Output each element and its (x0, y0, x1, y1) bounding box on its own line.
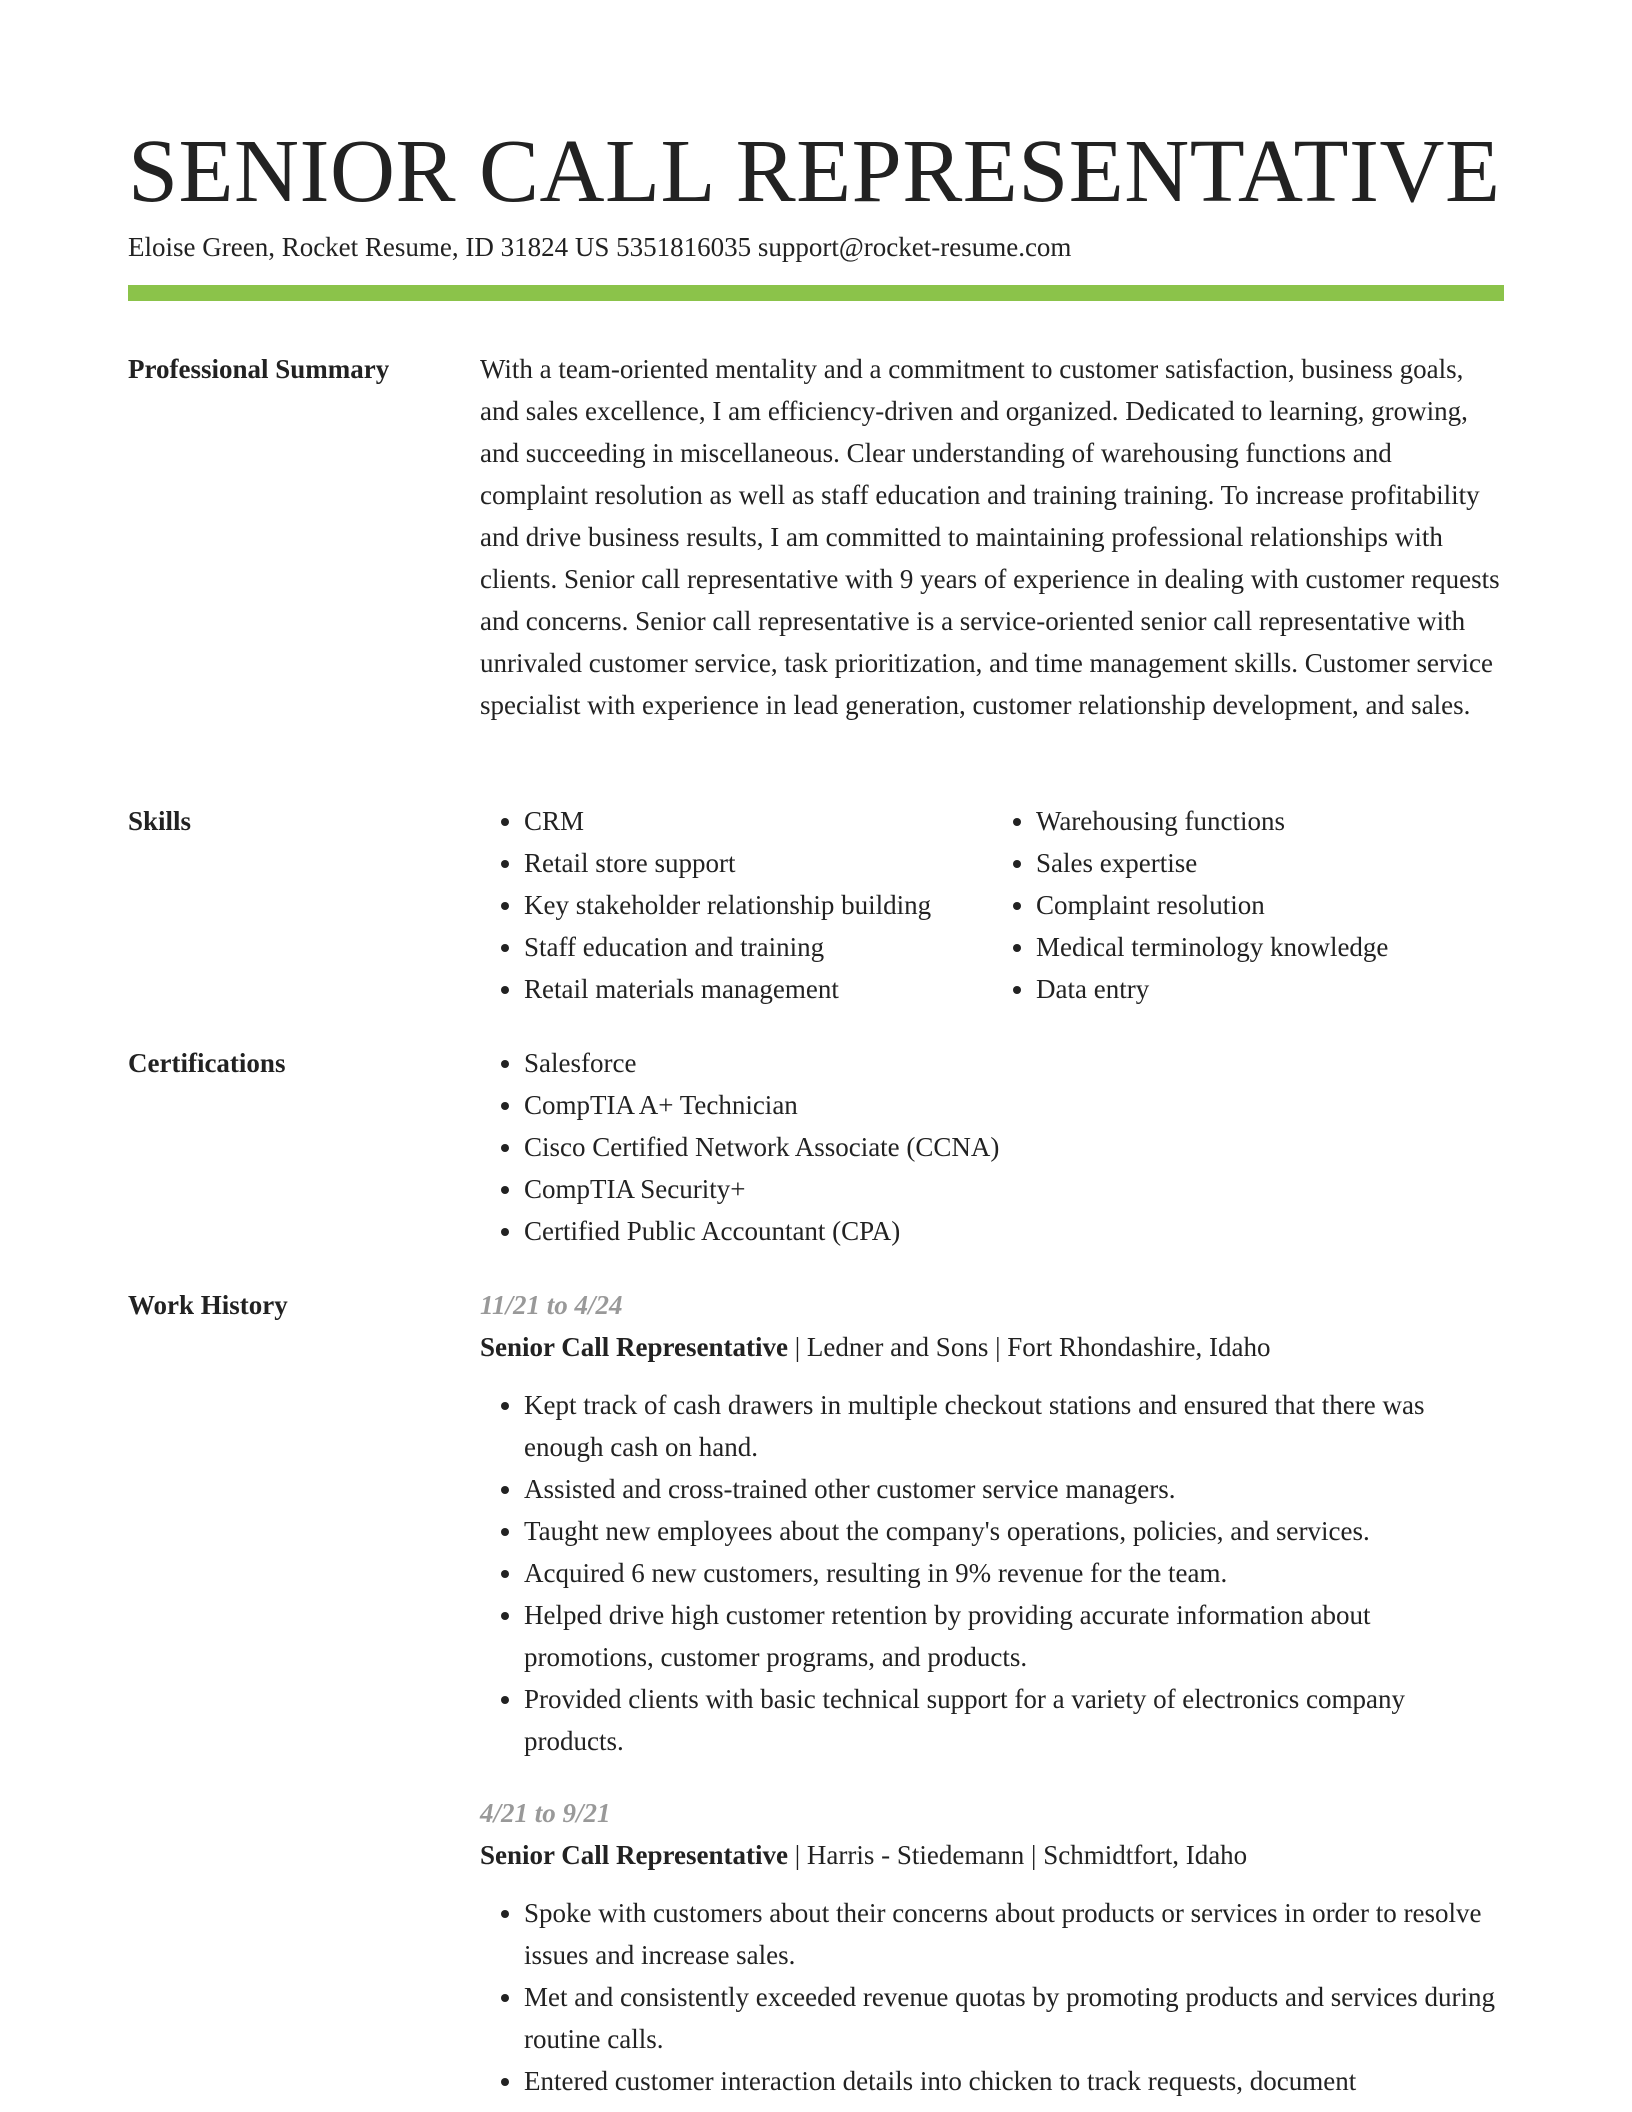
skill-item: • Data entry (1036, 968, 1504, 1010)
job-bullet: • Taught new employees about the company's operations, policies, and services. (524, 1510, 1504, 1552)
certifications-body (480, 1042, 1504, 1252)
skills-list-left (480, 800, 992, 1010)
job-bullet-list (480, 1892, 1504, 2102)
job-details: | Ledner and Sons | Fort Rhondashire, Idaho (787, 1332, 1271, 1362)
skill-item: • Complaint resolution (1036, 884, 1504, 926)
job-title: Senior Call Representative (480, 1840, 788, 1870)
skill-item: • Staff education and training (524, 926, 992, 968)
work-history-heading: Work History (128, 1290, 288, 1320)
contact-line: Eloise Green, Rocket Resume, ID 31824 US 5351816035 support@rocket-resume.com (128, 232, 1072, 262)
skill-item: • Warehousing functions (1036, 800, 1504, 842)
resume-title: SENIOR CALL REPRESENTATIVE (128, 122, 1501, 221)
job-bullet: • Kept track of cash drawers in multiple checkout stations and ensured that there was enough cash on hand. (524, 1384, 1504, 1468)
skills-body (480, 800, 1504, 1010)
skills-heading: Skills (128, 806, 192, 836)
certification-item: • Certified Public Accountant (CPA) (524, 1210, 1504, 1252)
skills-columns (480, 800, 1504, 1010)
job-dates: 4/21 to 9/21 (480, 1798, 611, 1828)
job-bullet: • Helped drive high customer retention by providing accurate information about promotions, customer programs, and products. (524, 1594, 1504, 1678)
job-bullet: • Assisted and cross-trained other customer service managers. (524, 1468, 1504, 1510)
certifications-heading: Certifications (128, 1048, 286, 1078)
skill-item: • Retail store support (524, 842, 992, 884)
certification-item: • CompTIA Security+ (524, 1168, 1504, 1210)
skill-item: • Medical terminology knowledge (1036, 926, 1504, 968)
summary-text: With a team-oriented mentality and a commitment to customer satisfaction, business goals, and sales excellence, I am efficiency-driven and organized. Dedicated to learning, growing, and succeeding in miscellaneous. Clear understanding of warehousing functions and complaint resolution as well as staff education and training training. To increase profitability and drive business results, I am committed to maintaining professional relationships with clients. Senior call representative with 9 years of experience in dealing with customer requests and concerns. Senior call representative is a service-oriented senior call representative with unrivaled customer service, task prioritization, and time management skills. Customer service specialist with experience in lead generation, customer relationship development, and sales. (480, 354, 1500, 720)
job-entry (480, 1284, 1504, 1762)
job-details: | Harris - Stiedemann | Schmidtfort, Idaho (787, 1840, 1248, 1870)
job-bullet: • Acquired 6 new customers, resulting in 9% revenue for the team. (524, 1552, 1504, 1594)
skill-item: • Key stakeholder relationship building (524, 884, 992, 926)
job-bullet: • Met and consistently exceeded revenue quotas by promoting products and services during routine calls. (524, 1976, 1504, 2060)
skill-item: • CRM (524, 800, 992, 842)
certification-item: • Cisco Certified Network Associate (CCNA) (524, 1126, 1504, 1168)
job-bullet: • Provided clients with basic technical support for a variety of electronics company products. (524, 1678, 1504, 1762)
work-history-body (480, 1284, 1504, 2102)
skills-list-right (992, 800, 1504, 1010)
job-heading (480, 1834, 1504, 1876)
job-bullet-list (480, 1384, 1504, 1762)
job-title: Senior Call Representative (480, 1332, 788, 1362)
certifications-list (480, 1042, 1504, 1252)
certification-item: • CompTIA A+ Technician (524, 1084, 1504, 1126)
job-bullet: • Entered customer interaction details into chicken to track requests, document (524, 2060, 1504, 2102)
job-dates: 11/21 to 4/24 (480, 1290, 623, 1320)
certification-item: • Salesforce (524, 1042, 1504, 1084)
summary-heading: Professional Summary (128, 354, 390, 384)
skill-item: • Retail materials management (524, 968, 992, 1010)
skill-item: • Sales expertise (1036, 842, 1504, 884)
summary-body (480, 348, 1504, 726)
job-entry (480, 1792, 1504, 2102)
job-heading (480, 1326, 1504, 1368)
accent-divider (128, 285, 1504, 301)
job-bullet: • Spoke with customers about their concerns about products or services in order to resolve issues and increase sales. (524, 1892, 1504, 1976)
